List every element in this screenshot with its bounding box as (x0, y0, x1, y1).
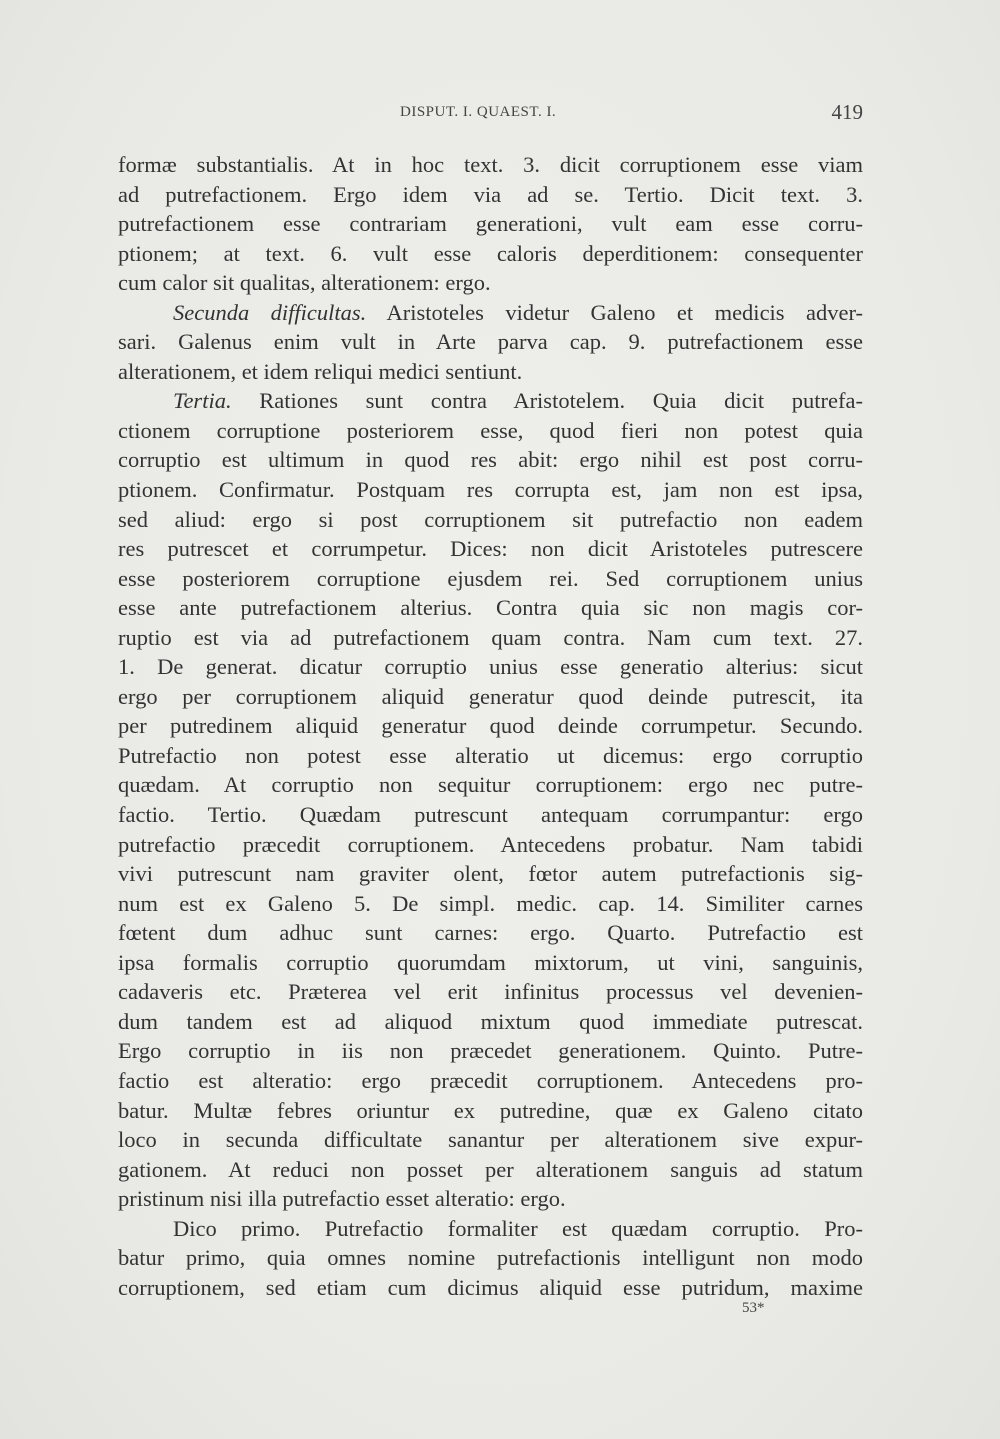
text-line: 1. De generat. dicatur corruptio unius esse generatio alterius: sicut (118, 654, 863, 680)
text-line: res putrescet et corrumpetur. Dices: non dicit Aristoteles putrescere (118, 536, 863, 562)
text-line: dum tandem est ad aliquod mixtum quod immediate putrescat. (118, 1008, 863, 1034)
text-line-rest: Aristoteles videtur Galeno et medicis adver- (366, 299, 863, 325)
text-line: per putredinem aliquid generatur quod deinde corrumpetur. Secundo. (118, 713, 863, 739)
text-line: ad putrefactionem. Ergo idem via ad se. Tertio. Dicit text. 3. (118, 181, 863, 207)
text-line: alterationem, et idem reliqui medici sentiunt. (118, 358, 523, 384)
text-line: vivi putrescunt nam graviter olent, fœtor autem putrefactionis sig- (118, 861, 863, 887)
section-heading: Secunda difficultas. (173, 299, 367, 325)
text-line: sed aliud: ergo si post corruptionem sit putrefactio non eadem (118, 506, 863, 532)
text-line: ctionem corruptione posteriorem esse, quod fieri non potest quia (118, 417, 863, 443)
text-line: Dico primo. Putrefactio formaliter est quædam corruptio. Pro- (173, 1215, 863, 1241)
text-line: esse ante putrefactionem alterius. Contra quia sic non magis cor- (118, 595, 863, 621)
text-line: corruptionem, sed etiam cum dicimus aliquid esse putridum, maxime (118, 1274, 863, 1300)
text-line: loco in secunda difficultate sanantur per alterationem sive expur- (118, 1127, 863, 1153)
text-line: gationem. At reduci non posset per alterationem sanguis ad statum (118, 1156, 863, 1182)
running-head: DISPUT. I. QUAEST. I. (400, 104, 557, 120)
text-line: num est ex Galeno 5. De simpl. medic. cap. 14. Similiter carnes (118, 890, 863, 916)
text-line: fœtent dum adhuc sunt carnes: ergo. Quarto. Putrefactio est (118, 920, 863, 946)
section-heading: Tertia. (173, 388, 232, 414)
text-line: corruptio est ultimum in quod res abit: ergo nihil est post corru- (118, 447, 863, 473)
text-line: putrefactio præcedit corruptionem. Antecedens probatur. Nam tabidi (118, 831, 863, 857)
text-line: ipsa formalis corruptio quorumdam mixtorum, ut vini, sanguinis, (118, 949, 863, 975)
text-line: formæ substantialis. At in hoc text. 3. dicit corruptionem esse viam (118, 152, 863, 177)
text-line: ptionem; at text. 6. vult esse caloris deperditionem: consequenter (118, 240, 863, 266)
text-line: putrefactionem esse contrariam generationi, vult eam esse corru- (118, 211, 863, 237)
page-number: 419 (831, 100, 863, 124)
text-line: Ergo corruptio in iis non præcedet generationem. Quinto. Putre- (118, 1038, 863, 1064)
text-line: pristinum nisi illa putrefactio esset alteratio: ergo. (118, 1186, 566, 1212)
text-line: batur primo, quia omnes nomine putrefactionis intelligunt non modo (118, 1245, 863, 1271)
text-line: sari. Galenus enim vult in Arte parva cap. 9. putrefactionem esse (118, 329, 863, 355)
text-line: ruptio est via ad putrefactionem quam contra. Nam cum text. 27. (118, 624, 863, 650)
text-line: cadaveris etc. Præterea vel erit infinitus processus vel devenien- (118, 979, 863, 1005)
text-line: ptionem. Confirmatur. Postquam res corrupta est, jam non est ipsa, (118, 477, 863, 503)
text-line: factio. Tertio. Quædam putrescunt antequam corrumpantur: ergo (118, 802, 863, 828)
text-line: esse posteriorem corruptione ejusdem rei. Sed corruptionem unius (118, 565, 863, 591)
text-line: ergo per corruptionem aliquid generatur quod deinde putrescit, ita (118, 683, 863, 709)
text-line: quædam. At corruptio non sequitur corruptionem: ergo nec putre- (118, 772, 863, 798)
text-line-rest: Rationes sunt contra Aristotelem. Quia dicit putrefa- (231, 388, 863, 414)
text-line (118, 298, 863, 328)
page-header (118, 100, 863, 130)
text-line: cum calor sit qualitas, alterationem: ergo. (118, 270, 491, 296)
text-line: Putrefactio non potest esse alteratio ut dicemus: ergo corruptio (118, 742, 863, 768)
text-line (118, 386, 863, 416)
text-line: factio est alteratio: ergo præcedit corruptionem. Antecedens pro- (118, 1067, 863, 1093)
body-text (118, 150, 863, 1302)
text-line: batur. Multæ febres oriuntur ex putredine, quæ ex Galeno citato (118, 1097, 863, 1123)
signature-mark: 53* (742, 1300, 765, 1316)
